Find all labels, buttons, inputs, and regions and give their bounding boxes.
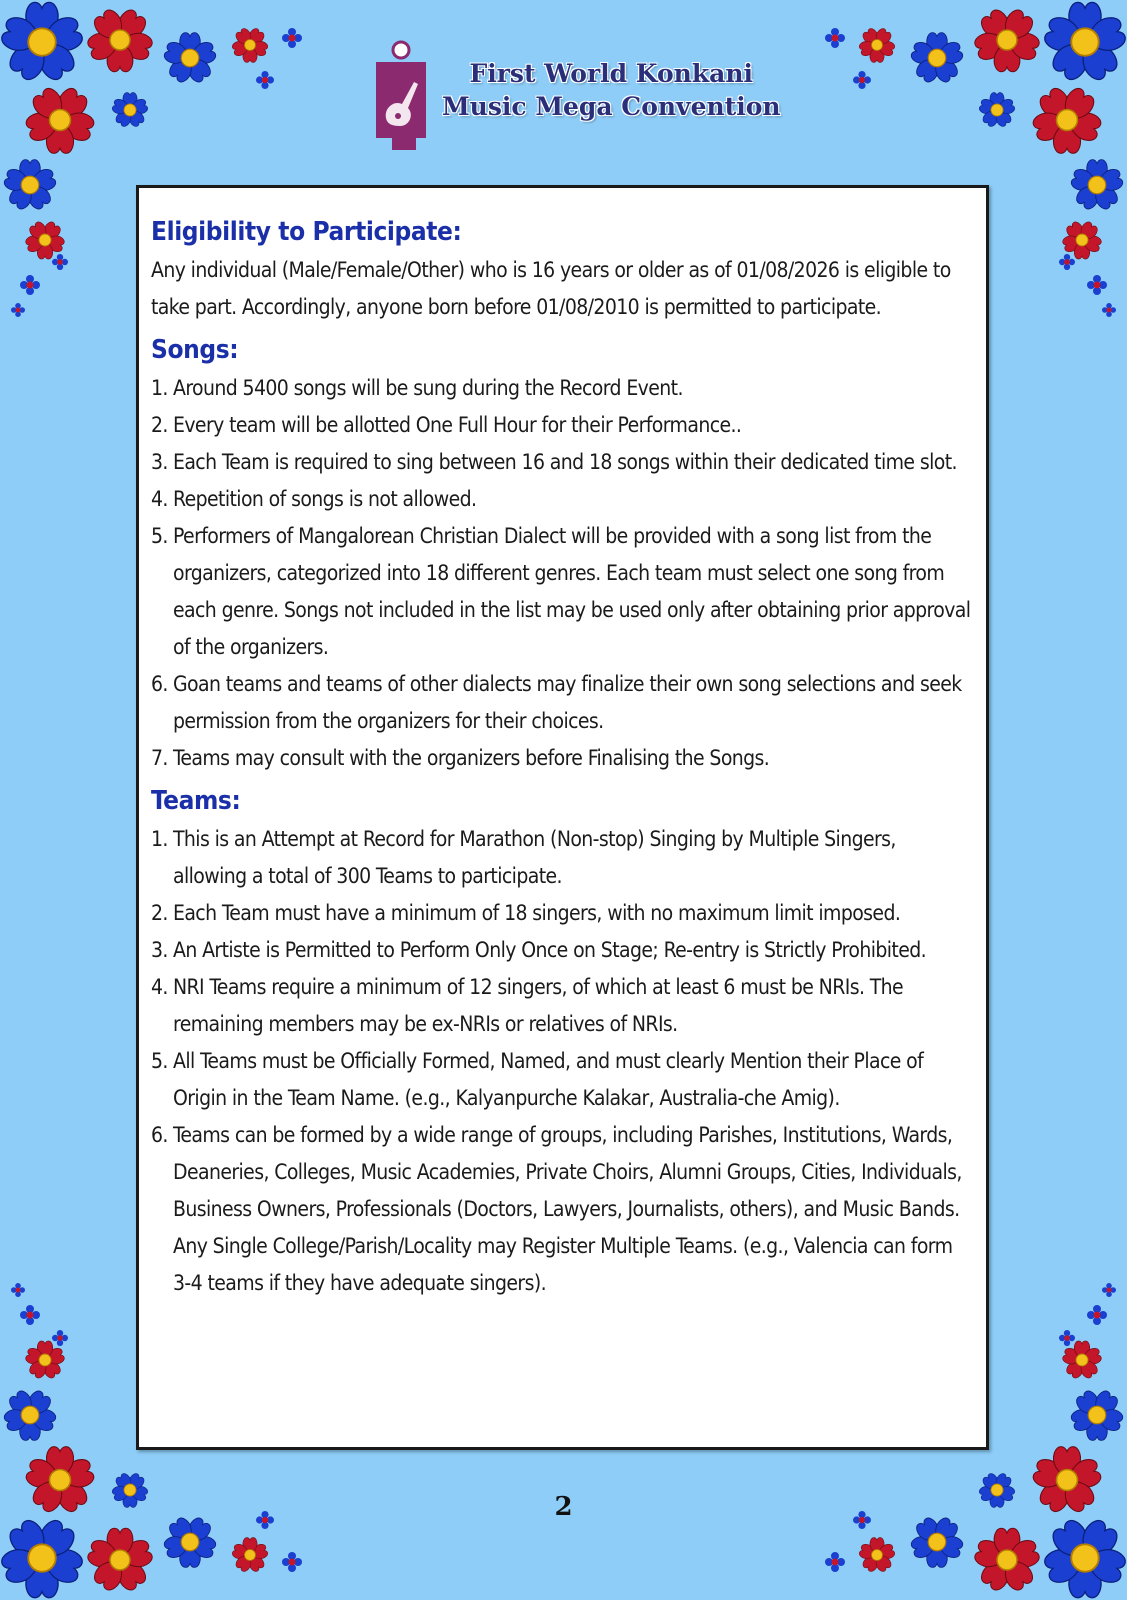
- eligibility-section: [151, 212, 974, 326]
- list-item: 1. Around 5400 songs will be sung during the Record Event.: [151, 376, 683, 400]
- eligibility-heading: Eligibility to Participate:: [151, 217, 462, 247]
- rules-content-box: [136, 185, 989, 1450]
- page-header: [372, 38, 781, 158]
- title-line-1: First World Konkani: [469, 59, 754, 88]
- list-item: 6. Teams can be formed by a wide range of groups, including Parishes, Institutions, Wards, Deaneries, Colleges, Music Academies, Private Choirs, Alumni Groups, Cities, Individuals, Business Owners, Professionals (Doctors, Lawyers, Journalists, others), and Music Bands. Any Single College/Parish/Locality may Register Multiple Teams. (e.g., Valencia can form 3-4 teams if they have adequate singers).: [151, 1123, 962, 1295]
- song-rule-text: Teams may consult with the organizers before Finalising the Songs.: [173, 746, 770, 770]
- song-rule-text: Each Team is required to sing between 16 and 18 songs within their dedicated time slot.: [173, 450, 957, 474]
- team-rule-text: NRI Teams require a minimum of 12 singers, of which at least 6 must be NRIs. The remaining members may be ex-NRIs or relatives of NRIs.: [173, 975, 904, 1036]
- list-item: 2. Each Team must have a minimum of 18 singers, with no maximum limit imposed.: [151, 901, 901, 925]
- song-rule-text: Goan teams and teams of other dialects may finalize their own song selections and seek permission from the organizers for their choices.: [173, 672, 962, 733]
- team-rule-text: Teams can be formed by a wide range of groups, including Parishes, Institutions, Wards, Deaneries, Colleges, Music Academies, Private Choirs, Alumni Groups, Cities, Individuals, Business Owners, Professionals (Doctors, Lawyers, Journalists, others), and Music Bands. Any Single College/Parish/Locality may Register Multiple Teams. (e.g., Valencia can form 3-4 teams if they have adequate singers).: [173, 1123, 962, 1295]
- list-item: 4. Repetition of songs is not allowed.: [151, 487, 477, 511]
- team-rule-text: This is an Attempt at Record for Marathon (Non-stop) Singing by Multiple Singers, allowing a total of 300 Teams to participate.: [173, 827, 896, 888]
- title-line-2: Music Mega Convention: [442, 92, 781, 121]
- eligibility-text: Any individual (Male/Female/Other) who is 16 years or older as of 01/08/2026 is eligible to take part. Accordingly, anyone born before 01/08/2010 is permitted to participate.: [151, 258, 951, 319]
- list-item: 5. Performers of Mangalorean Christian Dialect will be provided with a song list from the organizers, categorized into 18 different genres. Each team must select one song from each genre. Songs not included in the list may be used only after obtaining prior approval of the organizers.: [151, 524, 971, 659]
- song-rule-text: Performers of Mangalorean Christian Dialect will be provided with a song list from the organizers, categorized into 18 different genres. Each team must select one song from each genre. Songs not included in the list may be used only after obtaining prior approval of the organizers.: [173, 524, 971, 659]
- teams-section: [151, 781, 974, 1302]
- guitar-logo-icon: [372, 40, 430, 156]
- teams-heading: Teams:: [151, 786, 241, 816]
- song-rule-text: Every team will be allotted One Full Hour for their Performance..: [173, 413, 742, 437]
- song-rule-text: Repetition of songs is not allowed.: [173, 487, 477, 511]
- convention-logo: [372, 40, 430, 156]
- song-rule-text: Around 5400 songs will be sung during the Record Event.: [173, 376, 683, 400]
- list-item: 3. Each Team is required to sing between 16 and 18 songs within their dedicated time slot.: [151, 450, 957, 474]
- page-number: 2: [554, 1492, 573, 1522]
- list-item: 4. NRI Teams require a minimum of 12 singers, of which at least 6 must be NRIs. The remaining members may be ex-NRIs or relatives of NRIs.: [151, 975, 904, 1036]
- songs-heading: Songs:: [151, 335, 239, 365]
- songs-list: [151, 370, 974, 777]
- list-item: 1. This is an Attempt at Record for Marathon (Non-stop) Singing by Multiple Singers, allowing a total of 300 Teams to participate.: [151, 827, 896, 888]
- team-rule-text: Each Team must have a minimum of 18 singers, with no maximum limit imposed.: [173, 901, 901, 925]
- team-rule-text: An Artiste is Permitted to Perform Only Once on Stage; Re-entry is Strictly Prohibited.: [173, 938, 927, 962]
- team-rule-text: All Teams must be Officially Formed, Named, and must clearly Mention their Place of Origin in the Team Name. (e.g., Kalyanpurche Kalakar, Australia-che Amig).: [173, 1049, 924, 1110]
- list-item: 6. Goan teams and teams of other dialects may finalize their own song selections and seek permission from the organizers for their choices.: [151, 672, 962, 733]
- convention-title: [442, 57, 781, 123]
- songs-section: [151, 330, 974, 777]
- list-item: 3. An Artiste is Permitted to Perform Only Once on Stage; Re-entry is Strictly Prohibited.: [151, 938, 927, 962]
- list-item: 2. Every team will be allotted One Full Hour for their Performance..: [151, 413, 742, 437]
- teams-list: [151, 821, 974, 1302]
- list-item: 5. All Teams must be Officially Formed, Named, and must clearly Mention their Place of Origin in the Team Name. (e.g., Kalyanpurche Kalakar, Australia-che Amig).: [151, 1049, 924, 1110]
- list-item: 7. Teams may consult with the organizers before Finalising the Songs.: [151, 746, 770, 770]
